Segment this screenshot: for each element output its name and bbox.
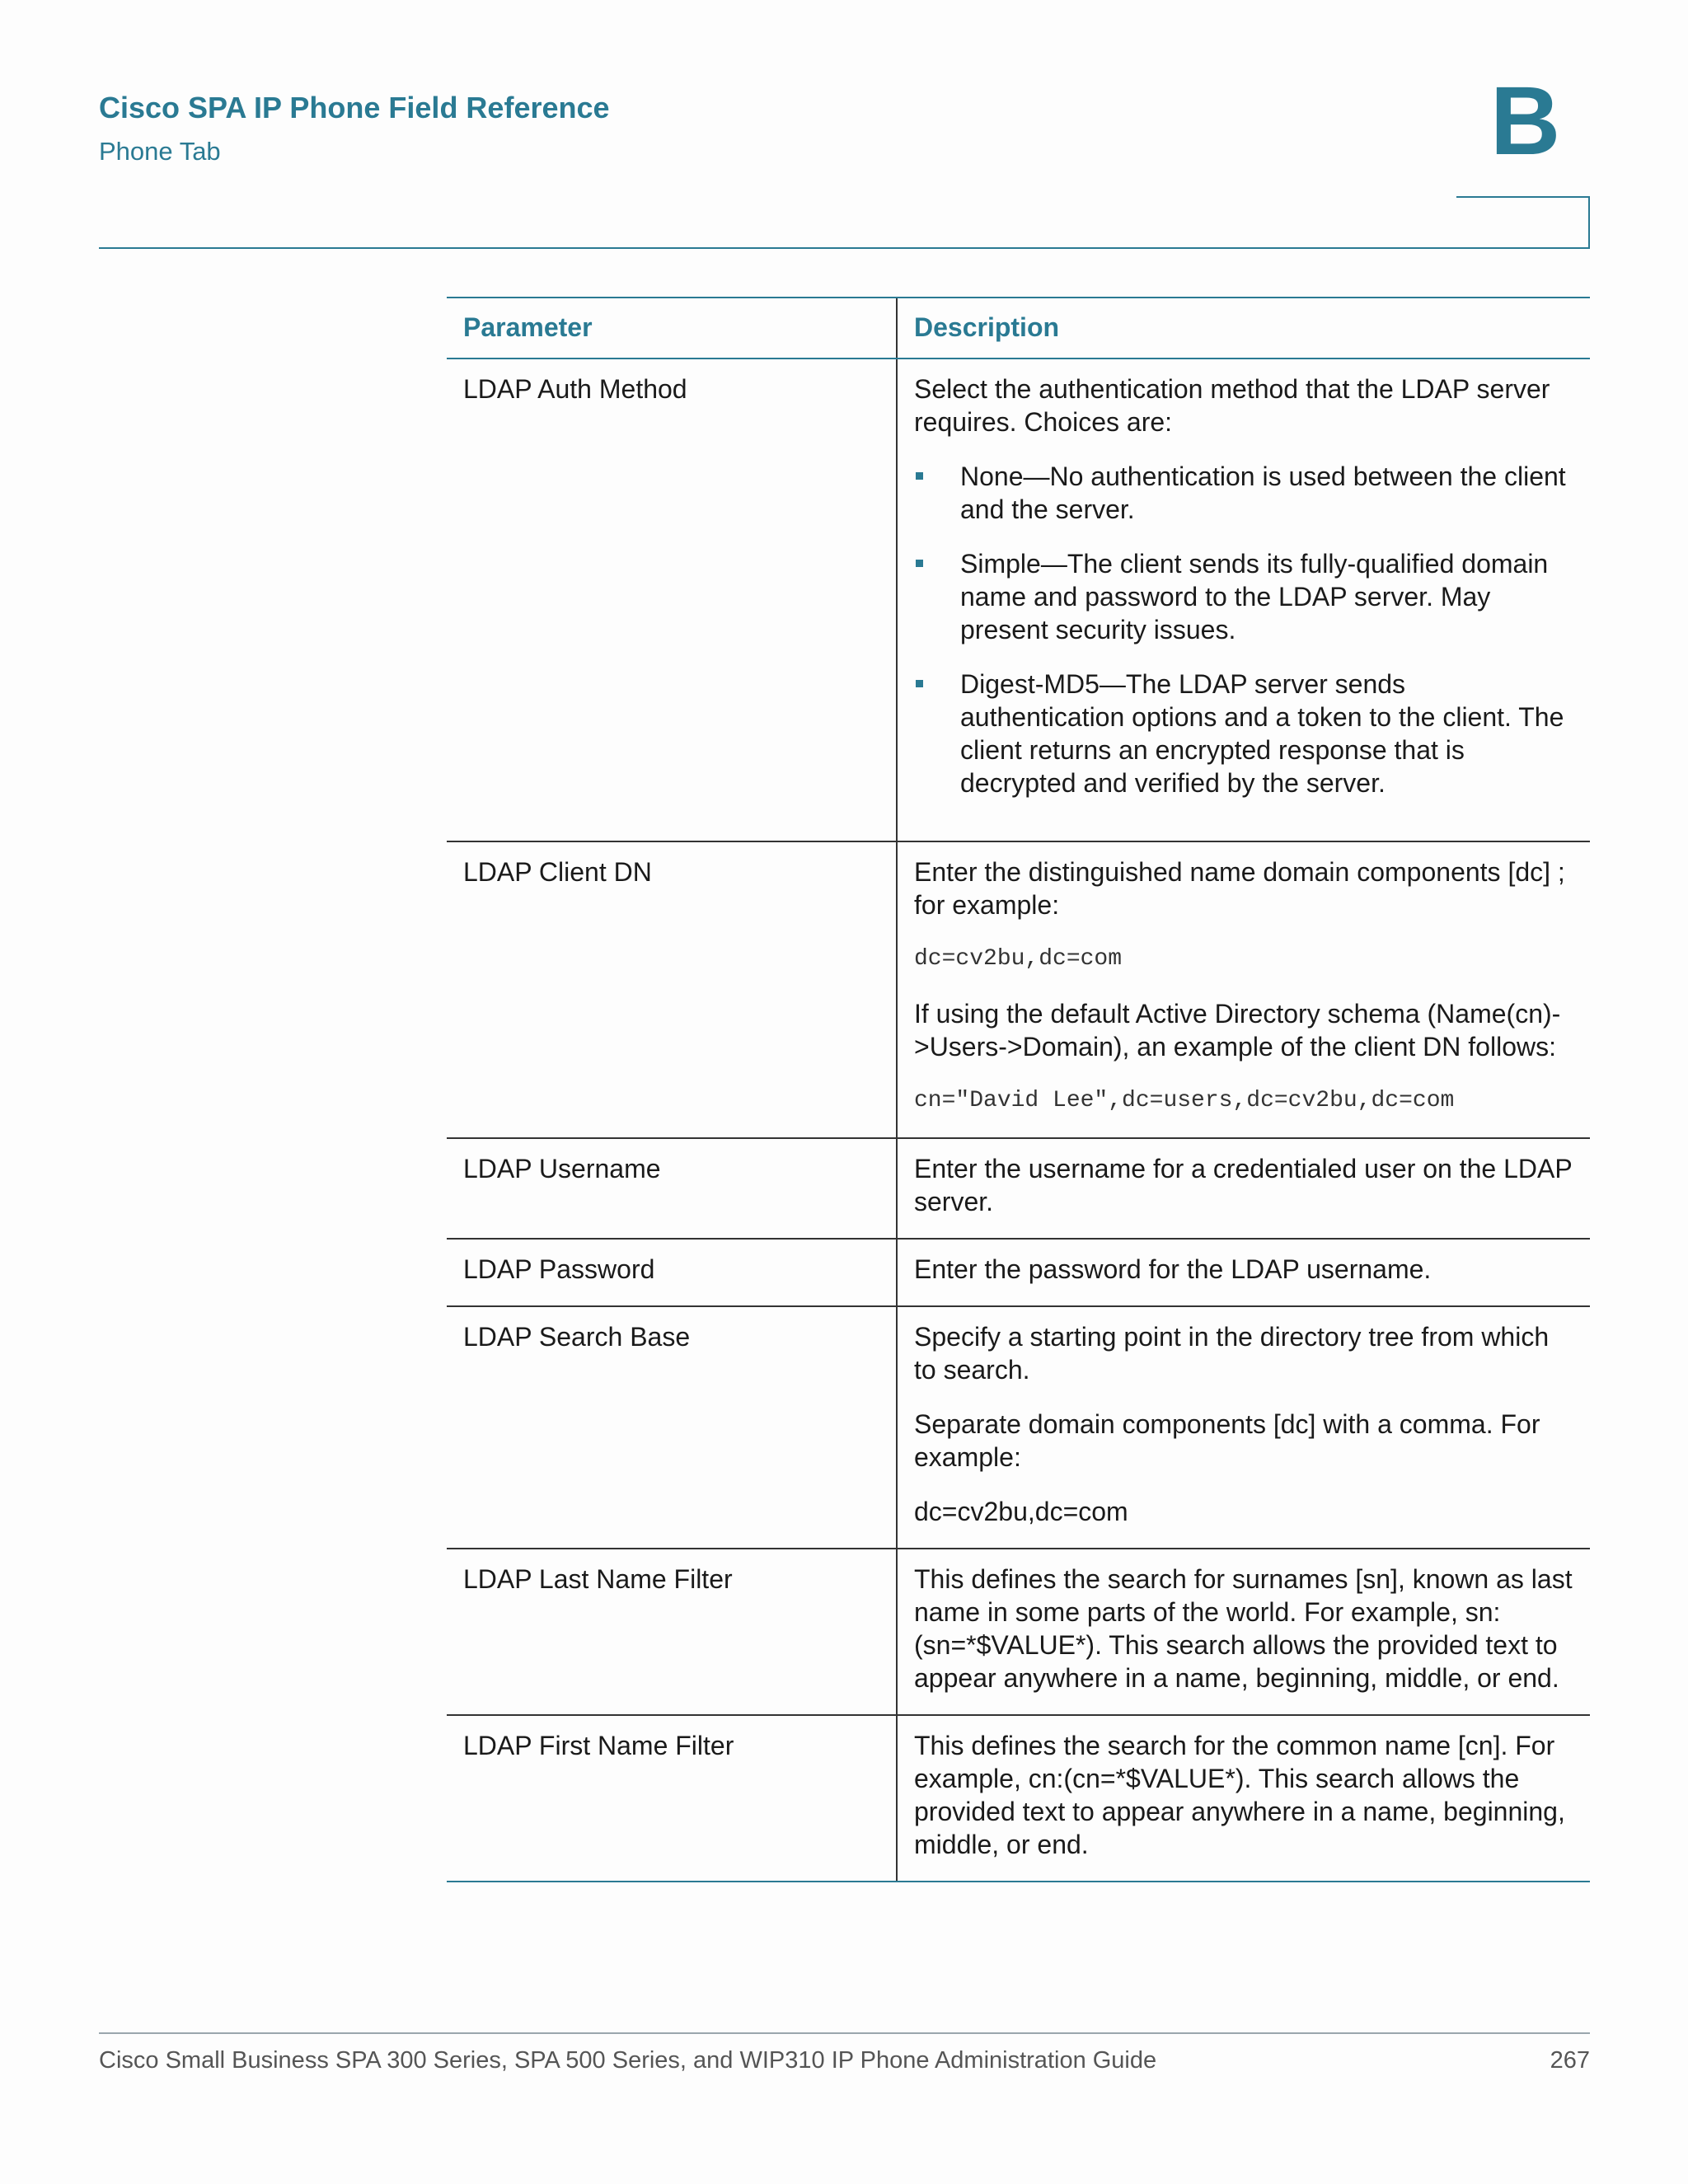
square-bullet-icon (916, 680, 923, 687)
table-row (447, 841, 1590, 1138)
description-text: dc=cv2bu,dc=com (914, 1497, 1128, 1526)
page-number: 267 (1550, 2047, 1590, 2074)
table-row (447, 359, 1590, 841)
square-bullet-icon (916, 560, 923, 567)
description-text: Separate domain components [dc] with a comma. For example: (914, 1409, 1540, 1472)
square-bullet-icon (916, 472, 923, 480)
description-text: This defines the search for surnames [sn], known as last name in some parts of the world. For example, sn:(sn=*$VALUE*). This search allows the provided text to appear anywhere in a name, beginning, middle, or end. (914, 1564, 1573, 1693)
description-text: Enter the username for a credentialed user on the LDAP server. (914, 1154, 1573, 1216)
appendix-letter: B (1490, 67, 1561, 176)
parameter-cell: LDAP Username (447, 1138, 897, 1239)
parameter-cell: LDAP Last Name Filter (447, 1549, 897, 1715)
header-rule (99, 247, 1590, 249)
table-row (447, 1138, 1590, 1239)
code-example: cn="David Lee",dc=users,dc=cv2bu,dc=com (914, 1088, 1455, 1113)
description-text: Select the authentication method that the LDAP server requires. Choices are: (914, 374, 1550, 437)
parameter-cell: LDAP Client DN (447, 841, 897, 1138)
appendix-tab-box (1456, 196, 1590, 249)
parameter-cell: LDAP First Name Filter (447, 1715, 897, 1882)
description-cell (897, 1306, 1590, 1549)
footer-rule (99, 2032, 1590, 2034)
footer-guide-title: Cisco Small Business SPA 300 Series, SPA 500 Series, and WIP310 IP Phone Administration Guide (99, 2047, 1157, 2074)
description-cell (897, 1138, 1590, 1239)
list-item (914, 460, 1573, 526)
parameter-cell: LDAP Auth Method (447, 359, 897, 841)
table-row (447, 1549, 1590, 1715)
table-header-row (447, 298, 1590, 359)
section-subtitle: Phone Tab (99, 137, 221, 166)
list-item-text: Simple—The client sends its fully-qualified domain name and password to the LDAP server. May present security issues. (960, 549, 1549, 644)
column-header-parameter: Parameter (447, 298, 897, 359)
description-cell (897, 359, 1590, 841)
description-cell (897, 1239, 1590, 1306)
list-item (914, 668, 1573, 799)
description-cell (897, 1715, 1590, 1882)
description-text: If using the default Active Directory schema (Name(cn)->Users->Domain), an example of the client DN follows: (914, 999, 1561, 1062)
description-text: Specify a starting point in the directory tree from which to search. (914, 1322, 1550, 1385)
parameter-cell: LDAP Search Base (447, 1306, 897, 1549)
description-text: Enter the distinguished name domain components [dc] ; for example: (914, 857, 1565, 920)
description-text: Enter the password for the LDAP username. (914, 1254, 1432, 1284)
description-cell (897, 1549, 1590, 1715)
field-reference-table (447, 297, 1590, 1882)
table-row (447, 1715, 1590, 1882)
description-cell (897, 841, 1590, 1138)
choices-list (914, 460, 1573, 799)
code-example: dc=cv2bu,dc=com (914, 946, 1123, 972)
table-row (447, 1306, 1590, 1549)
description-text: This defines the search for the common name [cn]. For example, cn:(cn=*$VALUE*). This search allows the provided text to appear anywhere in a name, beginning, middle, or end. (914, 1731, 1565, 1859)
list-item-text: None—No authentication is used between the client and the server. (960, 462, 1566, 524)
list-item-text: Digest-MD5—The LDAP server sends authentication options and a token to the client. The client returns an encrypted response that is decrypted and verified by the server. (960, 669, 1564, 798)
parameter-cell: LDAP Password (447, 1239, 897, 1306)
chapter-title: Cisco SPA IP Phone Field Reference (99, 91, 610, 124)
list-item (914, 547, 1573, 646)
table-row (447, 1239, 1590, 1306)
column-header-description: Description (897, 298, 1590, 359)
